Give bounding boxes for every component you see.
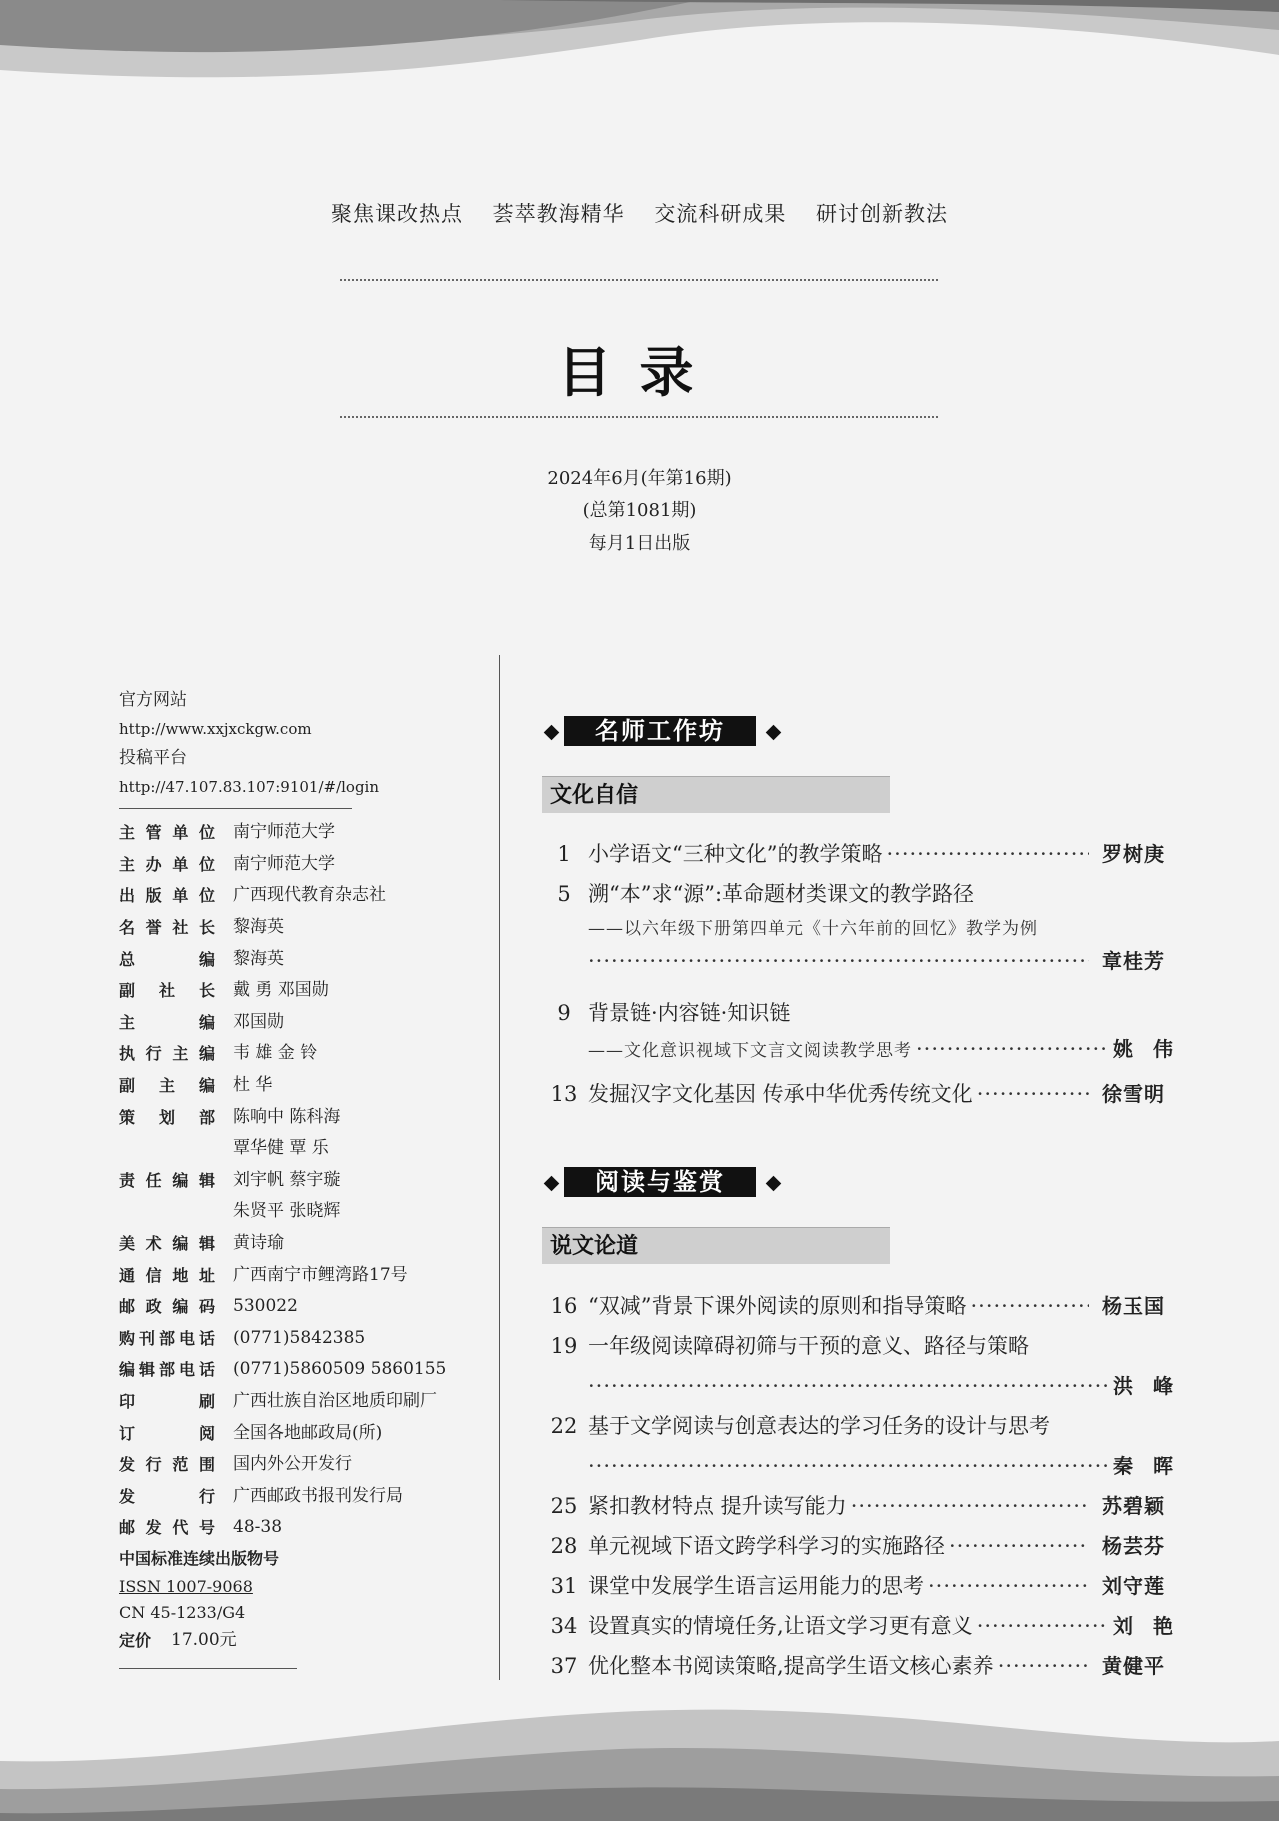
section-header-1 — [542, 712, 782, 752]
leader-dots — [970, 1294, 1089, 1318]
bottom-wave-decoration — [0, 1671, 1279, 1821]
toc-entry[interactable] — [540, 1650, 1165, 1680]
submit-label: 投稿平台 — [119, 748, 187, 768]
masthead-label: 副 主 编 — [119, 1076, 215, 1096]
slogan-4: 研讨创新教法 — [816, 202, 949, 226]
masthead-value: 南宁师范大学 — [233, 853, 335, 874]
masthead-row — [119, 1070, 479, 1102]
masthead-row — [119, 1165, 479, 1197]
masthead-label: 执 行 主 编 — [119, 1044, 215, 1064]
serial-number-label: 中国标准连续出版物号 — [119, 1548, 280, 1568]
dotted-divider-top — [340, 279, 938, 281]
leader-dots — [998, 1654, 1089, 1678]
subsection-header-2: 说文论道 — [542, 1227, 890, 1264]
price-value: 17.00元 — [171, 1630, 237, 1651]
article-title: 基于文学阅读与创意表达的学习任务的设计与思考 — [588, 1414, 1050, 1438]
article-author: 杨玉国 — [1102, 1294, 1165, 1318]
article-author: 罗树庚 — [1102, 842, 1165, 866]
article-author: 秦晖 — [1113, 1454, 1193, 1478]
masthead-label: 发 行 范 围 — [119, 1455, 215, 1475]
masthead-value: 朱贤平 张晓辉 — [233, 1201, 341, 1222]
masthead-info — [119, 686, 479, 1669]
page-number: 25 — [550, 1494, 578, 1518]
toc-entry[interactable] — [540, 1610, 1193, 1640]
masthead-row — [119, 880, 479, 912]
slogan-bar — [0, 198, 1279, 228]
subsection-header-1: 文化自信 — [542, 776, 890, 813]
leader-dots — [886, 842, 1089, 866]
diamond-icon — [544, 725, 560, 741]
page-number: 13 — [550, 1082, 578, 1106]
masthead-label: 印 刷 — [119, 1391, 215, 1411]
masthead-label: 出 版 单 位 — [119, 886, 215, 906]
slogan-3: 交流科研成果 — [654, 202, 787, 226]
masthead-value: 48-38 — [233, 1517, 283, 1538]
masthead-value: 广西壮族自治区地质印刷厂 — [233, 1390, 437, 1411]
masthead-label: 编 辑 部 电 话 — [119, 1360, 215, 1380]
masthead-value: 黎海英 — [233, 948, 284, 969]
toc-entry[interactable] — [540, 1078, 1165, 1108]
leader-dots — [928, 1574, 1089, 1598]
masthead-row — [119, 943, 479, 975]
masthead-row — [119, 1007, 479, 1039]
masthead-value: 广西邮政书报刊发行局 — [233, 1485, 403, 1506]
leader-dots — [588, 949, 1089, 973]
article-author: 徐雪明 — [1102, 1082, 1165, 1106]
masthead-label: 邮 政 编 码 — [119, 1297, 215, 1317]
leader-dots — [977, 1082, 1089, 1106]
dotted-divider-bottom — [340, 416, 938, 418]
masthead-value: 全国各地邮政局(所) — [233, 1422, 383, 1443]
masthead-label: 发 行 — [119, 1486, 215, 1506]
masthead-value: 广西现代教育杂志社 — [233, 885, 386, 906]
article-title: 小学语文“三种文化”的教学策略 — [588, 842, 883, 866]
article-title: 单元视域下语文跨学科学习的实施路径 — [588, 1534, 945, 1558]
price-row — [119, 1626, 479, 1656]
article-title: 溯“本”求“源”:革命题材类课文的教学路径 — [588, 882, 975, 906]
website-url[interactable]: http://www.xxjxckgw.com — [119, 720, 312, 738]
masthead-row — [119, 817, 479, 849]
submit-url[interactable]: http://47.107.83.107:9101/#/login — [119, 778, 380, 796]
masthead-label: 主 管 单 位 — [119, 823, 215, 843]
leader-dots — [977, 1614, 1109, 1638]
masthead-row — [119, 1133, 479, 1165]
masthead-label: 主 办 单 位 — [119, 854, 215, 874]
toc-entry[interactable] — [540, 838, 1165, 868]
masthead-list — [119, 817, 479, 1544]
masthead-label: 策 划 部 — [119, 1107, 215, 1127]
masthead-value: 杜 华 — [233, 1075, 273, 1096]
article-title: 一年级阅读障碍初筛与干预的意义、路径与策略 — [588, 1334, 1029, 1358]
page-number: 19 — [550, 1334, 578, 1358]
diamond-icon — [766, 1176, 782, 1192]
masthead-value: 530022 — [233, 1296, 298, 1317]
article-title: 发掘汉字文化基因 传承中华优秀传统文化 — [588, 1082, 973, 1106]
masthead-label: 责 任 编 辑 — [119, 1170, 215, 1190]
toc-entry[interactable] — [540, 1490, 1165, 1520]
diamond-icon — [766, 725, 782, 741]
masthead-value: 韦 雄 金 铃 — [233, 1043, 318, 1064]
page-number: 22 — [550, 1414, 578, 1438]
masthead-row — [119, 1291, 479, 1323]
article-author: 刘守莲 — [1102, 1574, 1165, 1598]
article-author: 洪峰 — [1113, 1374, 1193, 1398]
article-title: 优化整本书阅读策略,提高学生语文核心素养 — [588, 1654, 994, 1678]
page-number: 5 — [557, 882, 571, 906]
article-author: 刘艳 — [1113, 1614, 1193, 1638]
article-subtitle: ——以六年级下册第四单元《十六年前的回忆》教学为例 — [588, 919, 1038, 939]
masthead-row — [119, 849, 479, 881]
masthead-row — [119, 912, 479, 944]
toc-entry[interactable] — [540, 1330, 1193, 1399]
masthead-value: 黎海英 — [233, 917, 284, 938]
masthead-value: 刘宇帆 蔡宇璇 — [233, 1169, 341, 1190]
price-label: 定价 — [119, 1631, 152, 1651]
page-number: 37 — [550, 1654, 578, 1678]
masthead-row — [119, 1196, 479, 1228]
leader-dots — [588, 1454, 1109, 1478]
article-author: 黄健平 — [1102, 1654, 1165, 1678]
article-author: 姚伟 — [1113, 1037, 1193, 1061]
masthead-row — [119, 1101, 479, 1133]
article-title: “双减”背景下课外阅读的原则和指导策略 — [588, 1294, 967, 1318]
masthead-value: 戴 勇 邓国勋 — [233, 980, 329, 1001]
page-number: 9 — [557, 1001, 571, 1025]
page-number: 28 — [550, 1534, 578, 1558]
masthead-footer-rule — [119, 1668, 297, 1669]
section-header-2 — [542, 1163, 782, 1203]
top-wave-decoration — [0, 0, 1279, 150]
masthead-row — [119, 1354, 479, 1386]
slogan-2: 荟萃教海精华 — [492, 202, 625, 226]
article-subtitle: ——文化意识视域下文言文阅读教学思考 — [588, 1041, 912, 1061]
article-title: 紧扣教材特点 提升读写能力 — [588, 1494, 847, 1518]
masthead-row — [119, 1417, 479, 1449]
masthead-value: (0771)5860509 5860155 — [233, 1359, 447, 1380]
toc-entry[interactable] — [540, 1290, 1165, 1320]
issue-frequency: 每月1日出版 — [588, 533, 691, 554]
issue-date: 2024年6月(年第16期) — [547, 468, 732, 489]
masthead-row — [119, 1512, 479, 1544]
masthead-row — [119, 1323, 479, 1355]
toc-entry[interactable] — [540, 878, 1165, 974]
section-title: 名师工作坊 — [564, 716, 756, 746]
masthead-label: 名 誉 社 长 — [119, 918, 215, 938]
masthead-label: 美 术 编 辑 — [119, 1234, 215, 1254]
article-title: 背景链·内容链·知识链 — [588, 1001, 791, 1025]
page-number: 34 — [550, 1614, 578, 1638]
masthead-row — [119, 1480, 479, 1512]
toc-entry[interactable] — [540, 1410, 1193, 1479]
masthead-row — [119, 1038, 479, 1070]
masthead-row — [119, 1449, 479, 1481]
masthead-value: 邓国勋 — [233, 1011, 284, 1032]
article-author: 苏碧颖 — [1102, 1494, 1165, 1518]
masthead-value: 陈响中 陈科海 — [233, 1106, 341, 1127]
masthead-label: 购 刊 部 电 话 — [119, 1328, 215, 1348]
article-title: 设置真实的情境任务,让语文学习更有意义 — [588, 1614, 973, 1638]
masthead-label: 邮 发 代 号 — [119, 1518, 215, 1538]
masthead-value: 覃华健 覃 乐 — [233, 1138, 329, 1159]
masthead-label: 副 社 长 — [119, 981, 215, 1001]
masthead-label: 订 阅 — [119, 1423, 215, 1443]
article-author: 章桂芳 — [1102, 949, 1165, 973]
masthead-row — [119, 1228, 479, 1260]
masthead-value: 黄诗瑜 — [233, 1233, 284, 1254]
column-divider — [499, 655, 500, 1680]
page-number: 31 — [550, 1574, 578, 1598]
masthead-label: 主 编 — [119, 1012, 215, 1032]
diamond-icon — [544, 1176, 560, 1192]
toc-entry[interactable] — [540, 997, 1193, 1062]
masthead-row — [119, 1386, 479, 1418]
masthead-divider — [119, 808, 352, 809]
leader-dots — [916, 1037, 1109, 1061]
article-title: 课堂中发展学生语言运用能力的思考 — [588, 1574, 924, 1598]
toc-entry[interactable] — [540, 1570, 1165, 1600]
leader-dots — [588, 1374, 1109, 1398]
issue-total-number: (总第1081期) — [582, 500, 697, 521]
leader-dots — [949, 1534, 1089, 1558]
masthead-label: 通 信 地 址 — [119, 1265, 215, 1285]
page-title: 目录 — [557, 341, 722, 404]
issn: ISSN 1007-9068 — [119, 1576, 253, 1596]
masthead-value: 国内外公开发行 — [233, 1454, 352, 1475]
masthead-label: 总 编 — [119, 949, 215, 969]
website-label: 官方网站 — [119, 690, 187, 710]
slogan-1: 聚焦课改热点 — [330, 202, 463, 226]
masthead-row — [119, 1259, 479, 1291]
page-number: 16 — [550, 1294, 578, 1318]
masthead-value: (0771)5842385 — [233, 1327, 366, 1348]
section-title: 阅读与鉴赏 — [564, 1167, 756, 1197]
cn-number: CN 45-1233/G4 — [119, 1602, 246, 1622]
page-number: 1 — [557, 842, 571, 866]
masthead-value: 南宁师范大学 — [233, 822, 335, 843]
leader-dots — [851, 1494, 1089, 1518]
masthead-value: 广西南宁市鲤湾路17号 — [233, 1264, 408, 1285]
article-author: 杨芸芬 — [1102, 1534, 1165, 1558]
masthead-row — [119, 975, 479, 1007]
toc-entry[interactable] — [540, 1530, 1165, 1560]
